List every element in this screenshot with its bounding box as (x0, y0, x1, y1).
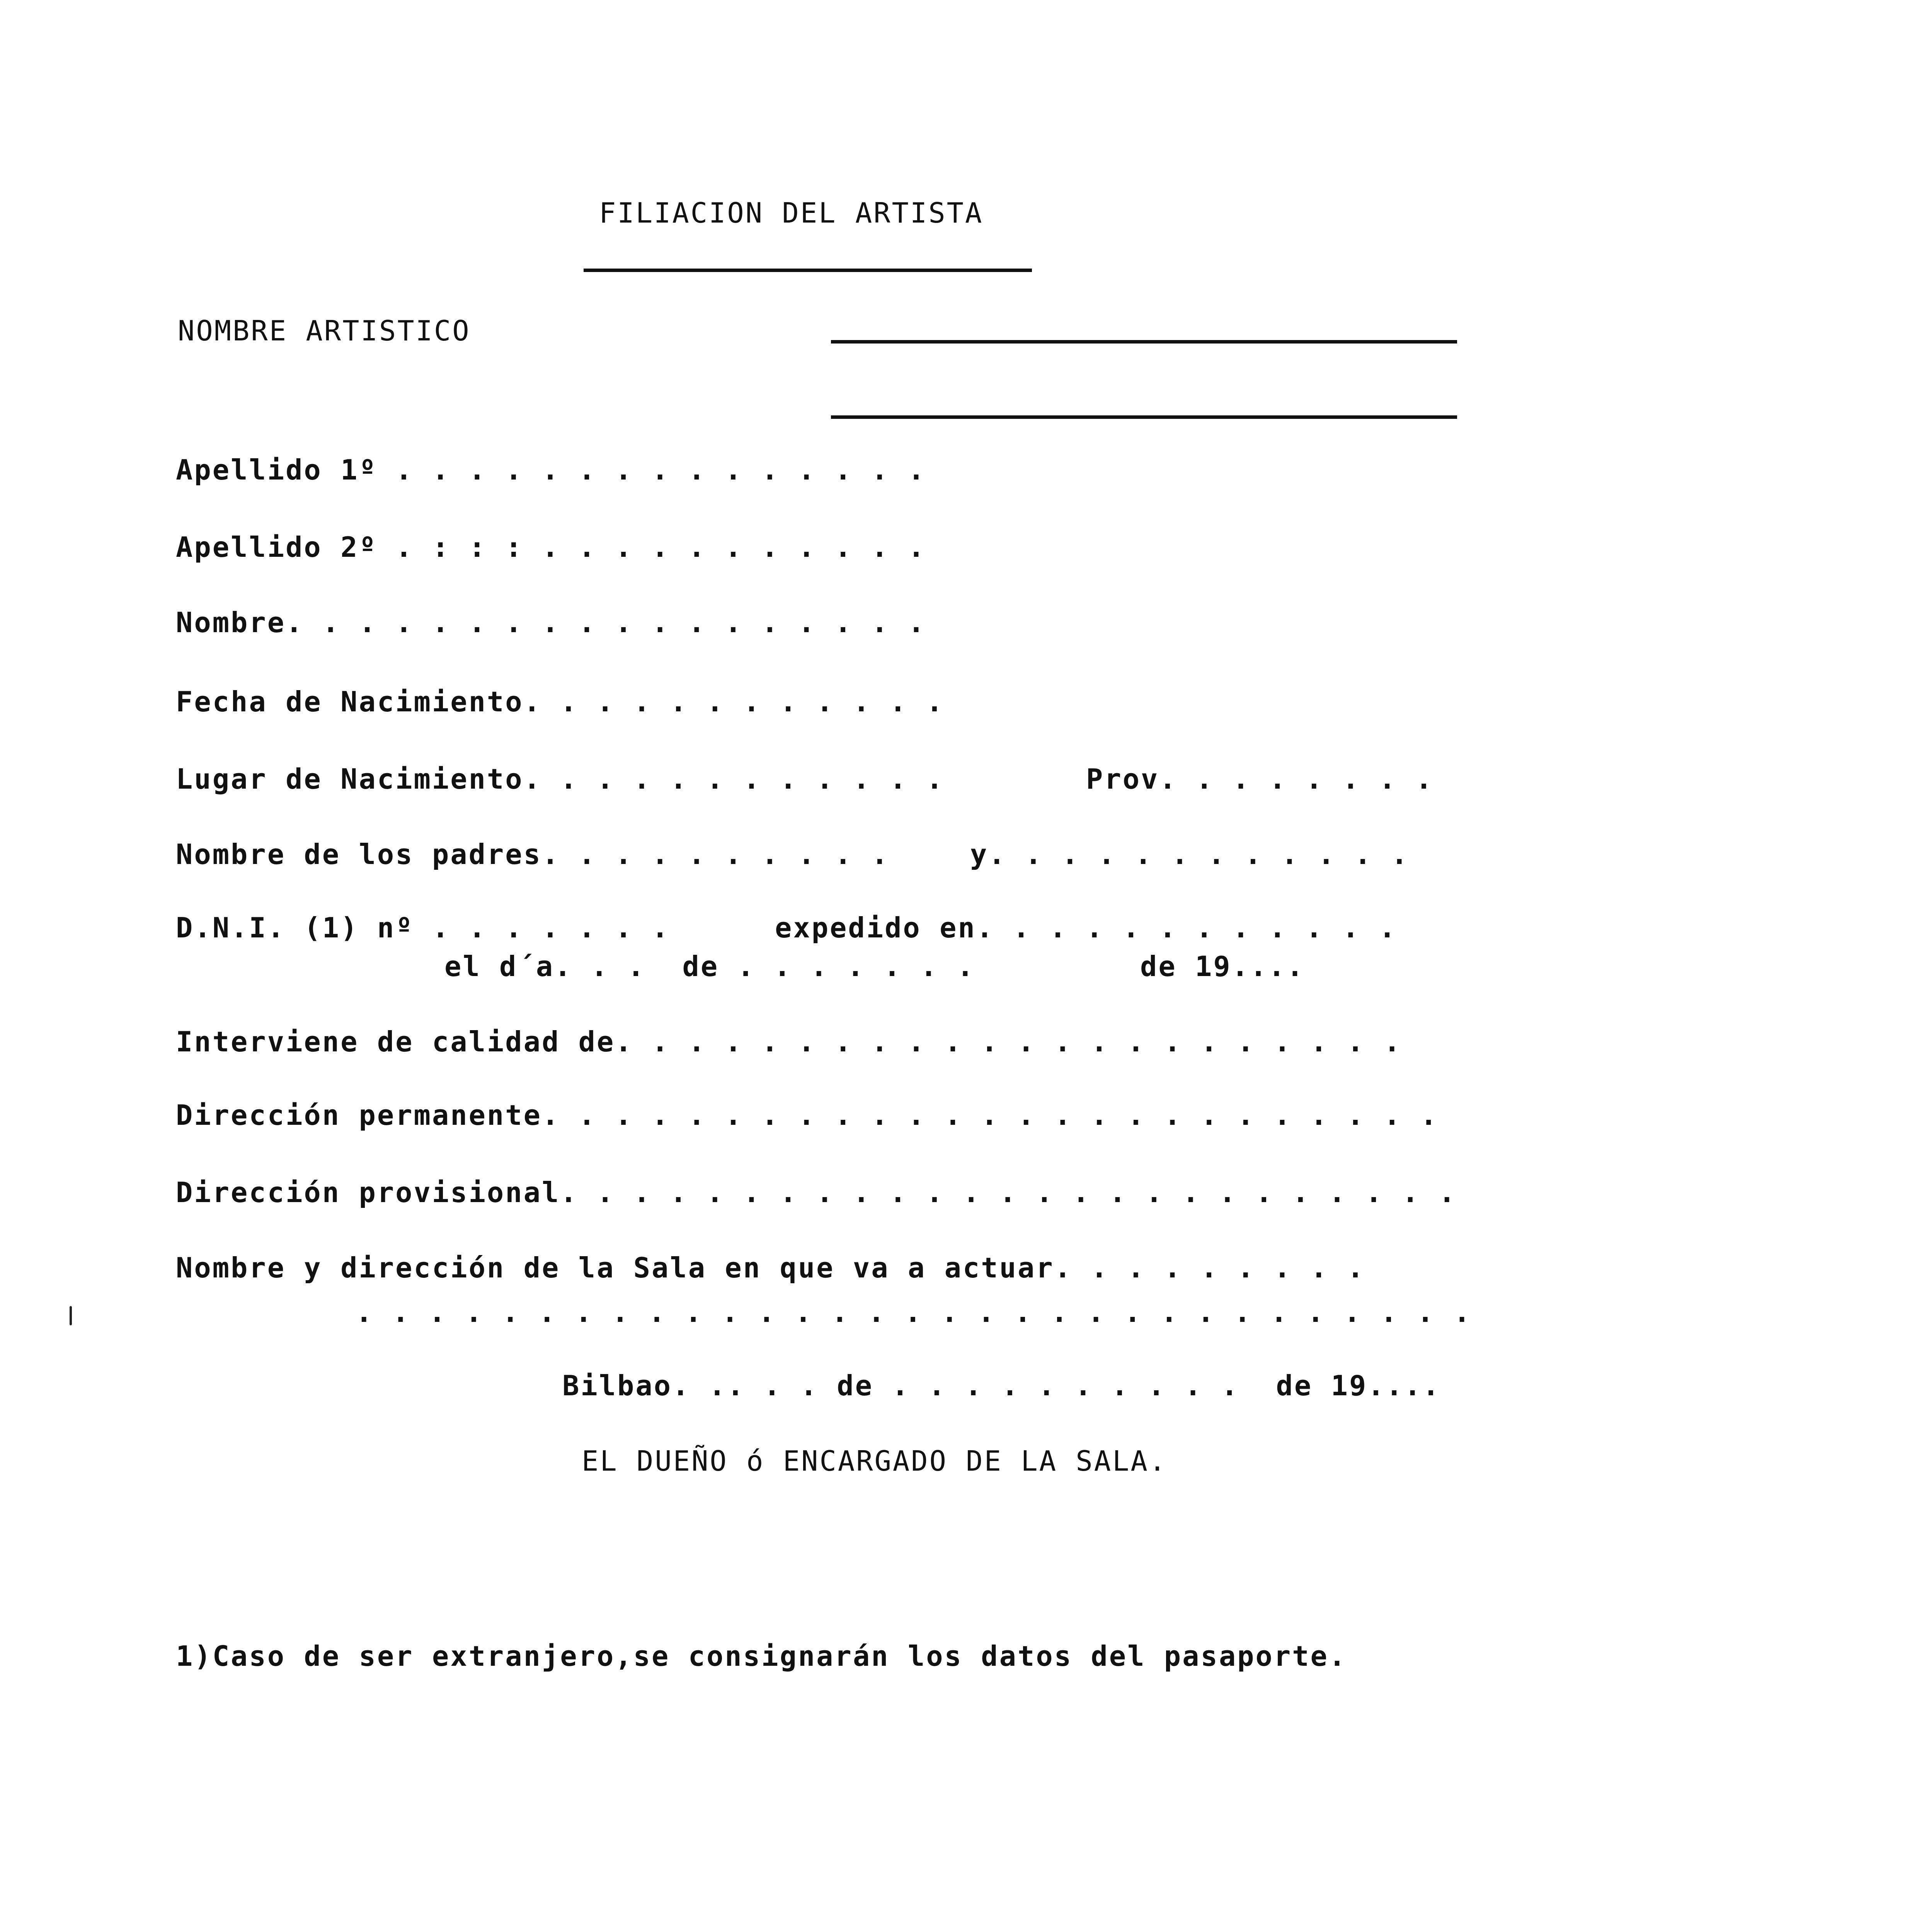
field-el-dia[interactable]: el d´a. . . de . . . . . . . (444, 950, 976, 983)
field-fecha-nacimiento[interactable]: Fecha de Nacimiento. . . . . . . . . . . . (176, 685, 945, 718)
field-nombre-padres[interactable]: Nombre de los padres. . . . . . . . . . (176, 838, 890, 871)
field-de-19[interactable]: de 19.... (1140, 950, 1305, 983)
field-expedido-en[interactable]: expedido en. . . . . . . . . . . . (775, 912, 1397, 944)
field-sala[interactable]: Nombre y dirección de la Sala en que va a actuar. . . . . . . . . (176, 1252, 1365, 1284)
field-sala-continuation[interactable]: . . . . . . . . . . . . . . . . . . . . . . . . . . . . . . . (356, 1296, 1472, 1328)
margin-speck (70, 1306, 72, 1325)
nombre-artistico-label: NOMBRE ARTISTICO (178, 315, 471, 347)
place-date-line[interactable]: Bilbao. .. . . de . . . . . . . . . . de 19.... (562, 1369, 1441, 1402)
field-apellido-2[interactable]: Apellido 2º . : : : . . . . . . . . . . . (176, 531, 926, 563)
title-underline (584, 269, 1032, 272)
field-lugar-nacimiento[interactable]: Lugar de Nacimiento. . . . . . . . . . . . (176, 763, 945, 795)
field-apellido-1[interactable]: Apellido 1º . . . . . . . . . . . . . . . (176, 454, 926, 486)
footnote: 1)Caso de ser extranjero,se consignarán los datos del pasaporte. (176, 1640, 1347, 1672)
signature-line: EL DUEÑO ó ENCARGADO DE LA SALA. (582, 1445, 1168, 1477)
field-nombre[interactable]: Nombre. . . . . . . . . . . . . . . . . . (176, 606, 926, 639)
field-dni[interactable]: D.N.I. (1) nº . . . . . . . (176, 912, 670, 944)
nombre-artistico-line-1[interactable] (831, 340, 1457, 344)
field-prov[interactable]: Prov. . . . . . . . (1086, 763, 1434, 795)
field-direccion-provisional[interactable]: Dirección provisional. . . . . . . . . . . . . . . . . . . . . . . . . (176, 1176, 1457, 1209)
page-title: FILIACION DEL ARTISTA (599, 197, 984, 229)
field-direccion-permanente[interactable]: Dirección permanente. . . . . . . . . . . . . . . . . . . . . . . . . (176, 1099, 1439, 1131)
field-interviene[interactable]: Interviene de calidad de. . . . . . . . . . . . . . . . . . . . . . (176, 1026, 1402, 1058)
field-padres-y[interactable]: y. . . . . . . . . . . . (970, 838, 1410, 871)
nombre-artistico-line-2[interactable] (831, 415, 1457, 419)
